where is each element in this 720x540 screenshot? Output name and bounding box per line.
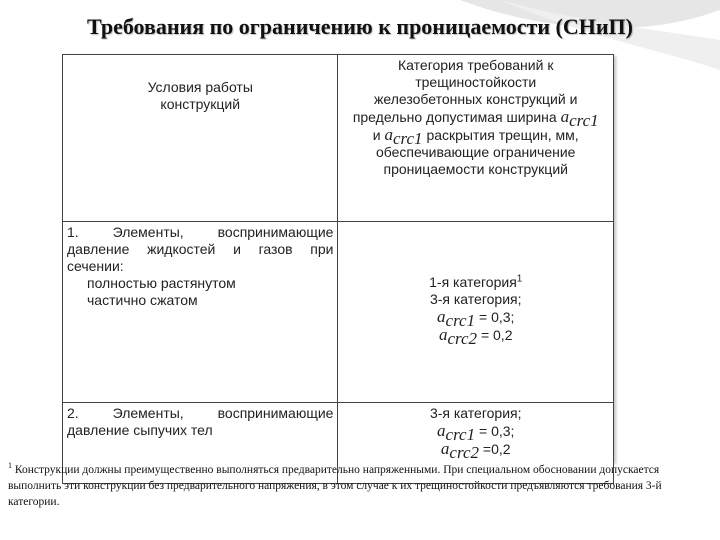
subscript-crc1: crc1 [569,110,599,130]
symbol-a: a [560,107,570,126]
page-title: Требования по ограничению к проницаемости (СНиП) [87,14,633,39]
header-category-text: раскрытия трещин, мм, [426,127,579,143]
subscript-crc1: crc1 [392,128,423,148]
subscript-crc1: crc1 [445,424,476,444]
header-category-line [342,107,609,130]
row2-line: 2. Элементы, воспринимающие [67,405,334,421]
row2-line: давление сыпучих тел [67,422,213,438]
value-text: =0,2 [479,441,511,457]
value-text: = 0,3; [475,309,515,325]
symbol-a: a [384,125,393,144]
row1-line: сечении: [67,258,124,274]
row2-acrc1-value [342,421,609,444]
header-and-text: и [372,127,381,143]
row1-category-1 [342,274,609,291]
row2-acrc2-value [342,439,609,462]
header-category-line: трещиностойкости [415,74,537,90]
value-text: = 0,2 [477,327,513,343]
symbol-a: a [437,307,446,326]
row1-acrc1-value [342,307,609,330]
requirements-table [62,54,614,484]
value-text: = 0,3; [475,423,515,439]
row1-subcondition: частично сжатом [87,292,198,308]
table-row-liquids-gases [63,222,614,403]
header-category-line: обеспечивающие ограничение [376,144,576,160]
symbol-a: a [440,439,450,458]
row1-conditions-cell [63,222,338,403]
subscript-crc2: crc2 [447,328,478,348]
header-category-line [342,125,609,148]
header-conditions-line: конструкций [160,96,241,112]
header-category-line: железобетонных конструкций и [374,91,578,107]
requirements-table-sheet [62,54,614,462]
row1-category-cell [338,222,614,403]
symbol-a: a [437,421,446,440]
row1-spacer [342,224,609,274]
footnote [8,462,668,510]
header-conditions-line: Условия работы [147,79,253,95]
table-header-row [63,55,614,222]
row1-line: давление жидкостей и газов при [67,241,334,257]
subscript-crc1: crc1 [445,310,476,330]
footnote-mark: 1 [8,461,12,471]
header-category-line: Категория требований к [398,57,554,73]
header-category-line: проницаемости конструкций [383,161,568,177]
footnote-mark: 1 [516,273,523,285]
header-category-text: предельно допустимая ширина [352,109,557,125]
row1-category-3: 3-я категория; [429,291,522,307]
row1-subcondition: полностью растянутом [87,275,236,291]
row1-acrc2-value [342,325,609,348]
symbol-a: a [438,325,448,344]
header-category-cell [338,55,614,222]
subscript-crc2: crc2 [449,442,479,462]
category-1-text: 1-я категория [429,274,517,290]
row1-line: 1. Элементы, воспринимающие [67,224,334,240]
header-conditions-cell [63,55,338,222]
footnote-text: Конструкции должны преимущественно выполняться предварительно напряженными. При специальном обосновании допускается выполнить эти конструкции без предварительного напряжения, в этом случае к их трещиностойкости предъявляются требования 3-й категории. [8,464,662,508]
row2-category-3: 3-я категория; [429,405,522,421]
